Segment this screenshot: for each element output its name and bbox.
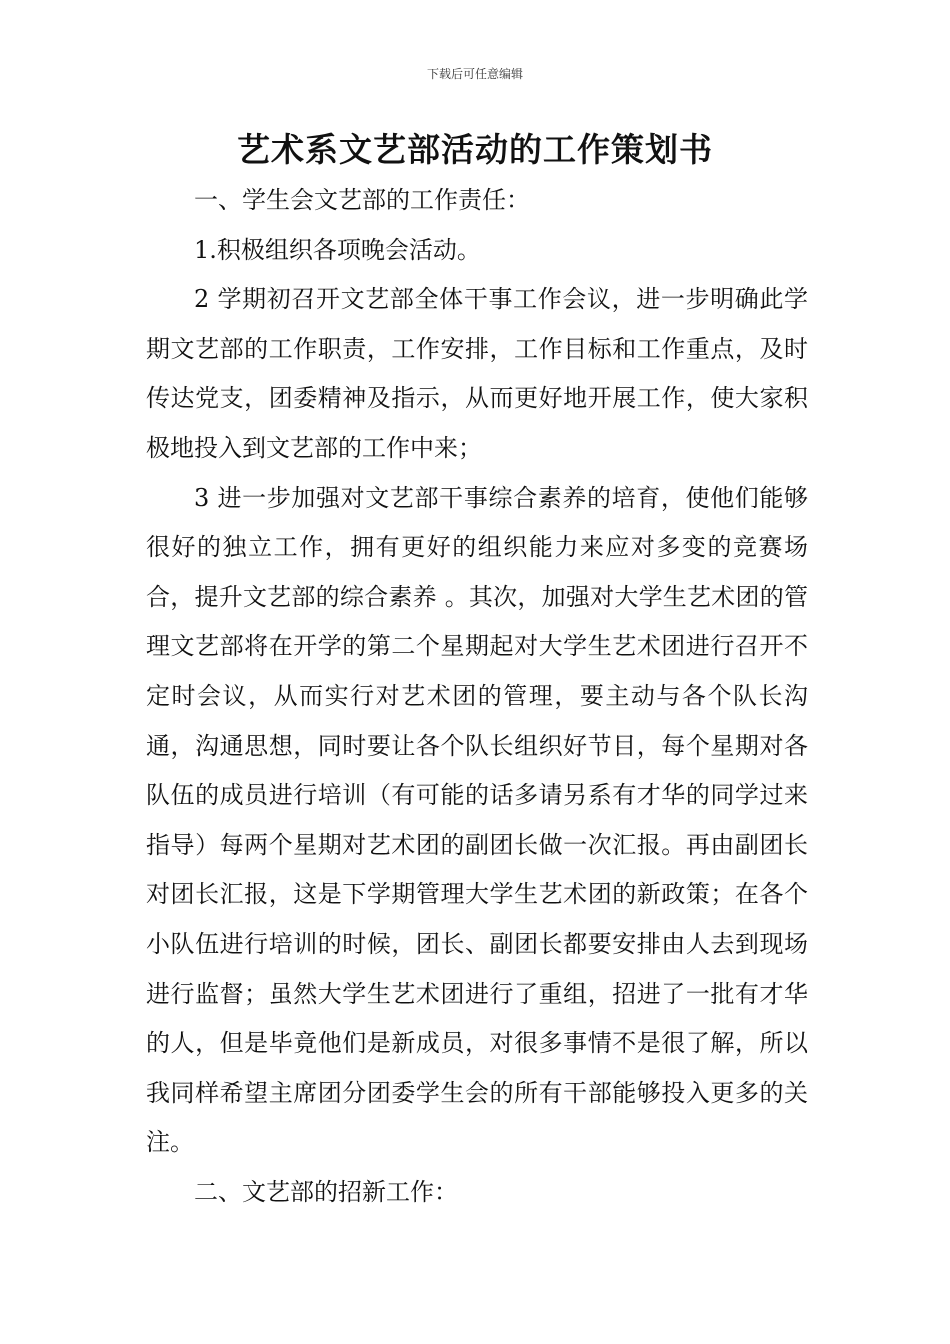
paragraph-item-3: 3 进一步加强对文艺部干事综合素养的培育，使他们能够很好的独立工作，拥有更好的组织能力来应对多变的竞赛场合，提升文艺部的综合素养 。其次，加强对大学生艺术团的管理文艺部将在开学的第二个星期起对大学生艺术团进行召开不定时会议，从而实行对艺术团的管理，要主动与各个队长沟通，沟通思想，同时要让各个队长组织好节目，每个星期对各队伍的成员进行培训（有可能的话多请另系有才华的同学过来指导）每两个星期对艺术团的副团长做一次汇报。再由副团长对团长汇报，这是下学期管理大学生艺术团的新政策；在各个小队伍进行培训的时候，团长、副团长都要安排由人去到现场进行监督；虽然大学生艺术团进行了重组，招进了一批有才华的人，但是毕竟他们是新成员，对很多事情不是很了解，所以我同样希望主席团分团委学生会的所有干部能够投入更多的关注。 [146, 483, 808, 1157]
paragraph-item-2: 2 学期初召开文艺部全体干事工作会议，进一步明确此学期文艺部的工作职责，工作安排，工作目标和工作重点，及时传达党支，团委精神及指示，从而更好地开展工作，使大家积极地投入到文艺部的工作中来； [146, 285, 808, 462]
paragraph-item-1: 1.积极组织各项晚会活动。 [194, 235, 481, 264]
document-body [146, 176, 808, 1217]
document-title: 艺术系文艺部活动的工作策划书 [237, 130, 713, 169]
section-heading-recruitment: 二、文艺部的招新工作： [194, 1177, 458, 1206]
header-note: 下载后可任意编辑 [426, 67, 523, 81]
section-heading-duties: 一、学生会文艺部的工作责任： [194, 186, 530, 214]
